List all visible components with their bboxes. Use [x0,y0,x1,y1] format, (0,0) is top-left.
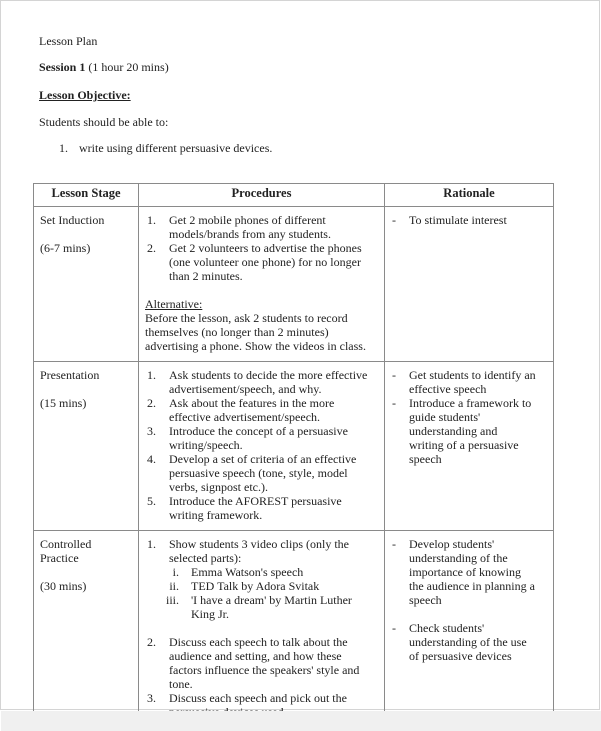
text-line: Introduce a framework to [409,396,532,410]
objective-item [59,141,272,156]
procedures-cell [139,362,385,531]
numbered-item [145,635,378,691]
text-line: speech [409,593,442,607]
item-number: 2. [147,396,156,410]
text-line: Develop a set of criteria of an effective [169,452,357,466]
text-line: the audience in planning a [409,579,535,593]
bullet-item [391,213,547,227]
numbered-item [145,241,378,283]
text-line: TED Talk by Adora Svitak [191,579,320,593]
spacer [391,607,547,621]
item-number: 3. [147,424,156,438]
dash-bullet: - [392,396,396,410]
text-line: Get students to identify an [409,368,536,382]
stage-line [40,382,132,396]
session-duration: (1 hour 20 mins) [85,60,169,74]
dash-bullet: - [392,621,396,635]
text-line: Ask about the features in the more [169,396,335,410]
text-line: Get 2 volunteers to advertise the phones [169,241,362,255]
text-line: Introduce the concept of a persuasive [169,424,348,438]
text-line: themselves (no longer than 2 minutes) [145,325,329,339]
sub-item [145,579,378,593]
bullet-item [391,396,547,466]
text-line: importance of knowing [409,565,521,579]
bullet-item [391,621,547,663]
table-row [34,531,554,728]
item-number: 4. [147,452,156,466]
text-line: tone. [169,677,193,691]
item-number: 1. [147,537,156,551]
document-title: Lesson Plan [39,34,98,48]
lesson-stage-cell [34,531,139,728]
text-line: Introduce the AFOREST persuasive [169,494,342,508]
text-line: writing framework. [169,508,263,522]
text-line: effective speech [409,382,487,396]
text-line: Discuss each speech to talk about the [169,635,348,649]
objective-heading: Lesson Objective: [39,88,131,102]
item-number: 5. [147,494,156,508]
text-line: Alternative: [145,297,203,311]
stage-line: Practice [40,551,79,565]
numbered-item [145,424,378,452]
text-line: models/brands from any students. [169,227,331,241]
text-line: advertisement/speech, and why. [169,382,322,396]
stage-line: (30 mins) [40,579,87,593]
stage-line: Presentation [40,368,100,382]
spacer [145,283,378,297]
text-line: effective advertisement/speech. [169,410,321,424]
item-number: 2. [147,635,156,649]
lesson-table [33,183,554,728]
numbered-item [145,368,378,396]
text-line: understanding of the use [409,635,527,649]
text-line: advertising a phone. Show the videos in class. [145,339,366,353]
text-line: understanding and [409,424,498,438]
bullet-item [391,537,547,607]
text-line: To stimulate interest [409,213,507,227]
text-line: 'I have a dream' by Martin Luther [191,593,352,607]
text-line: writing/speech. [169,438,243,452]
text-line: (one volunteer one phone) for no longer [169,255,361,269]
table-row [34,207,554,362]
text-line: Before the lesson, ask 2 students to record [145,311,348,325]
alternative-heading [145,297,378,311]
item-number: iii. [165,593,179,607]
table-row [34,362,554,531]
numbered-item [145,213,378,241]
procedures-cell [139,531,385,728]
header-rationale: Rationale [385,184,554,207]
dash-bullet: - [392,537,396,551]
table-header-row [34,184,554,207]
text-line: understanding of the [409,551,508,565]
rationale-cell [385,207,554,362]
paragraph [145,311,378,353]
text-line: Get 2 mobile phones of different [169,213,326,227]
text-line: factors influence the speakers' style and [169,663,360,677]
objective-intro: Students should be able to: [39,115,169,129]
rationale-cell [385,531,554,728]
stage-line [40,565,132,579]
numbered-item [145,494,378,522]
item-number: i. [172,565,179,579]
sub-item [145,593,378,621]
text-line: writing of a persuasive [409,438,519,452]
spacer [145,621,378,635]
text-line: Ask students to decide the more effective [169,368,368,382]
dash-bullet: - [392,368,396,382]
session-line [39,60,169,75]
text-line: than 2 minutes. [169,269,243,283]
lesson-stage-cell [34,362,139,531]
stage-line: (15 mins) [40,396,87,410]
objective-number: 1. [59,141,68,155]
bullet-item [391,368,547,396]
text-line: Check students' [409,621,485,635]
text-line: Develop students' [409,537,495,551]
item-number: ii. [169,579,179,593]
rationale-cell [385,362,554,531]
item-number: 3. [147,691,156,705]
item-number: 1. [147,368,156,382]
header-lesson-stage: Lesson Stage [34,184,139,207]
text-line: guide students' [409,410,481,424]
stage-line: (6-7 mins) [40,241,91,255]
item-number: 2. [147,241,156,255]
lesson-stage-cell [34,207,139,362]
page-bottom-edge [1,711,601,731]
procedures-cell [139,207,385,362]
dash-bullet: - [392,213,396,227]
objective-text: write using different persuasive devices. [79,141,273,155]
sub-item [145,565,378,579]
text-line: Emma Watson's speech [191,565,304,579]
text-line: verbs, signpost etc.). [169,480,268,494]
text-line: selected parts): [169,551,242,565]
text-line: King Jr. [191,607,230,621]
text-line: persuasive speech (tone, style, model [169,466,348,480]
session-label: Session 1 [39,60,86,74]
text-line: Show students 3 video clips (only the [169,537,349,551]
text-line: audience and setting, and how these [169,649,342,663]
text-line: of persuasive devices [409,649,512,663]
numbered-item [145,452,378,494]
numbered-item [145,396,378,424]
header-procedures: Procedures [139,184,385,207]
text-line: speech [409,452,442,466]
text-line: Discuss each speech and pick out the [169,691,347,705]
stage-line [40,227,132,241]
item-number: 1. [147,213,156,227]
stage-line: Controlled [40,537,92,551]
stage-line: Set Induction [40,213,105,227]
numbered-item [145,537,378,565]
